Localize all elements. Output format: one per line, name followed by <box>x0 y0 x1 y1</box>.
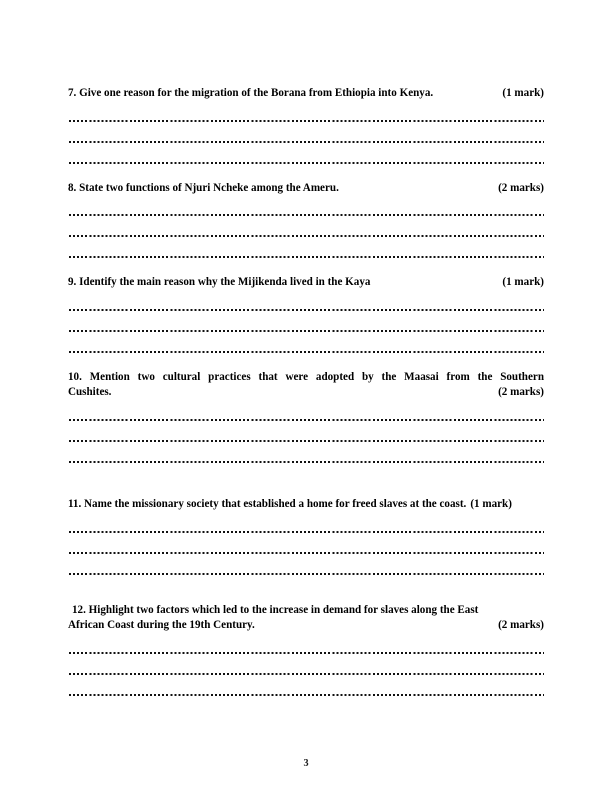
question-text-10-line1: 10. Mention two cultural practices that were adopted by the Maasai from the Southern <box>68 370 544 383</box>
question-heading-9 <box>68 275 544 291</box>
question-text-8: 8. State two functions of Njuri Ncheke among the Ameru. <box>68 181 339 194</box>
answer-line[interactable] <box>68 319 544 340</box>
spacer <box>68 471 544 497</box>
question-text-9: 9. Identify the main reason why the Mijikenda lived in the Kaya <box>68 276 371 289</box>
answer-lines-12 <box>68 641 544 704</box>
answer-line[interactable] <box>68 429 544 450</box>
question-text-12-line1: 12. Highlight two factors which led to the increase in demand for slaves along the East <box>72 603 479 616</box>
answer-line[interactable] <box>68 662 544 683</box>
question-block-10 <box>68 370 544 471</box>
spacer <box>68 583 544 603</box>
answer-line[interactable] <box>68 541 544 562</box>
spacer <box>68 361 544 370</box>
question-marks-11: (1 mark) <box>470 497 512 510</box>
answer-line[interactable] <box>68 109 544 130</box>
question-heading-11 <box>68 497 544 513</box>
question-text-12-line2: African Coast during the 19th Century. <box>68 619 255 632</box>
answer-line[interactable] <box>68 641 544 662</box>
question-text-11: 11. Name the missionary society that established a home for freed slaves at the coast. <box>68 497 467 510</box>
question-block-11 <box>68 497 544 583</box>
question-block-8 <box>68 181 544 267</box>
answer-lines-9 <box>68 298 544 361</box>
page-number: 3 <box>303 758 309 769</box>
question-marks-8: (2 marks) <box>498 181 544 194</box>
answer-lines-10 <box>68 408 544 471</box>
question-marks-7: (1 mark) <box>502 87 544 99</box>
answer-line[interactable] <box>68 245 544 266</box>
answer-line[interactable] <box>68 151 544 172</box>
question-block-7 <box>68 86 544 172</box>
question-heading-12-line2 <box>68 618 544 634</box>
answer-line[interactable] <box>68 520 544 541</box>
question-list <box>68 86 544 704</box>
question-heading-10-line2 <box>68 385 544 401</box>
answer-lines-11 <box>68 520 544 583</box>
question-text-10-line2: Cushites. <box>68 386 112 399</box>
question-heading-8 <box>68 181 544 197</box>
answer-line[interactable] <box>68 408 544 429</box>
answer-line[interactable] <box>68 224 544 245</box>
answer-line[interactable] <box>68 450 544 471</box>
question-block-9 <box>68 275 544 361</box>
answer-line[interactable] <box>68 298 544 319</box>
answer-line[interactable] <box>68 130 544 151</box>
answer-lines-8 <box>68 203 544 266</box>
question-block-12 <box>68 603 544 704</box>
question-heading-7 <box>68 86 544 102</box>
spacer <box>68 172 544 181</box>
question-marks-10: (2 marks) <box>498 386 544 399</box>
spacer <box>68 266 544 275</box>
answer-line[interactable] <box>68 562 544 583</box>
question-marks-12: (2 marks) <box>498 619 544 632</box>
question-text-7: 7. Give one reason for the migration of the Borana from Ethiopia into Kenya. <box>68 87 434 99</box>
question-marks-9: (1 mark) <box>502 276 544 289</box>
answer-line[interactable] <box>68 683 544 704</box>
question-heading-12-line1 <box>68 603 544 619</box>
answer-lines-7 <box>68 109 544 172</box>
answer-line[interactable] <box>68 203 544 224</box>
question-heading-10-line1 <box>68 370 544 386</box>
answer-line[interactable] <box>68 340 544 361</box>
